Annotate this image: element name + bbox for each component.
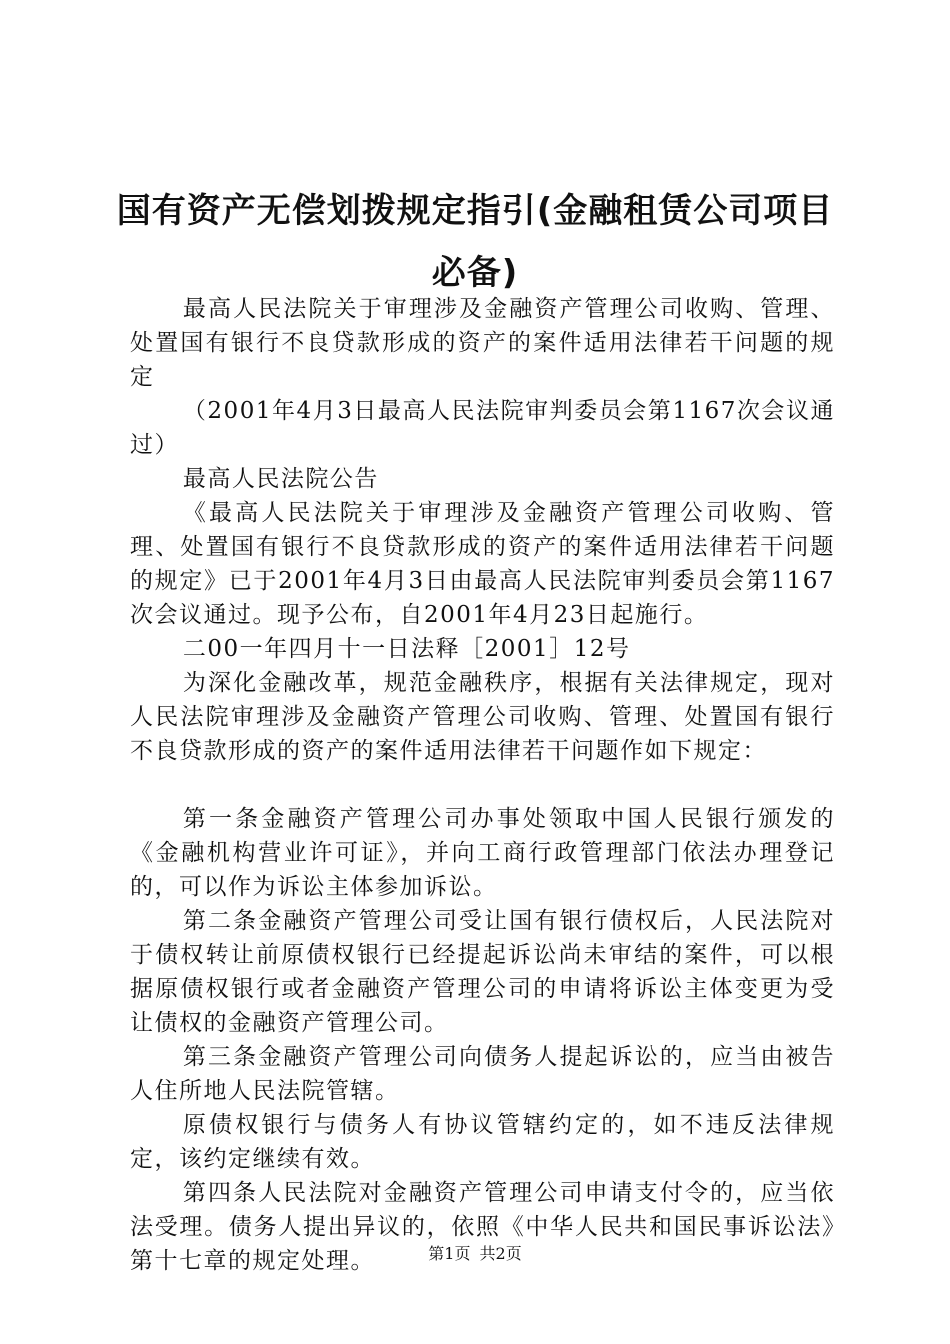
document-title: 国有资产无偿划拨规定指引(金融租赁公司项目必备) bbox=[116, 191, 834, 293]
paragraph-article-2: 第二条金融资产管理公司受让国有银行债权后，人民法院对于债权转让前原债权银行已经提起诉讼尚未审结的案件，可以根据原债权银行或者金融资产管理公司的申请将诉讼主体变更为受让债权的金融资产管理公司。 bbox=[130, 908, 835, 1036]
paragraph-date-number: 二00一年四月十一日法释［2001］12号 bbox=[182, 636, 631, 662]
paragraph-article-1: 第一条金融资产管理公司办事处领取中国人民银行颁发的《金融机构营业许可证》，并向工商行政管理部门依法办理登记的，可以作为诉讼主体参加诉讼。 bbox=[130, 806, 835, 900]
document-body bbox=[130, 292, 835, 1278]
page-number: 第1页 bbox=[428, 1244, 471, 1263]
paragraph-article-4: 第四条人民法院对金融资产管理公司申请支付令的，应当依法受理。债务人提出异议的，依照《中华人民共和国民事诉讼法》第十七章的规定处理。 bbox=[130, 1180, 835, 1274]
paragraph-announcement-heading: 最高人民法院公告 bbox=[182, 466, 379, 492]
paragraph-regulation-title: 最高人民法院关于审理涉及金融资产管理公司收购、管理、处置国有银行不良贷款形成的资产的案件适用法律若干问题的规定 bbox=[130, 296, 835, 390]
paragraph-adoption-note: （2001年4月3日最高人民法院审判委员会第1167次会议通过） bbox=[130, 398, 835, 458]
paragraph-announcement-text: 《最高人民法院关于审理涉及金融资产管理公司收购、管理、处置国有银行不良贷款形成的资产的案件适用法律若干问题的规定》已于2001年4月3日由最高人民法院审判委员会第1167次会议通过。现予公布，自2001年4月23日起施行。 bbox=[130, 500, 835, 628]
paragraph-article-3: 第三条金融资产管理公司向债务人提起诉讼的，应当由被告人住所地人民法院管辖。 bbox=[130, 1044, 835, 1104]
paragraph-article-3-continued: 原债权银行与债务人有协议管辖约定的，如不违反法律规定，该约定继续有效。 bbox=[130, 1112, 835, 1172]
page-footer bbox=[0, 1244, 950, 1264]
page-total: 共2页 bbox=[479, 1244, 522, 1263]
paragraph-preamble: 为深化金融改革，规范金融秩序，根据有关法律规定，现对人民法院审理涉及金融资产管理公司收购、管理、处置国有银行不良贷款形成的资产的案件适用法律若干问题作如下规定： bbox=[130, 670, 835, 764]
